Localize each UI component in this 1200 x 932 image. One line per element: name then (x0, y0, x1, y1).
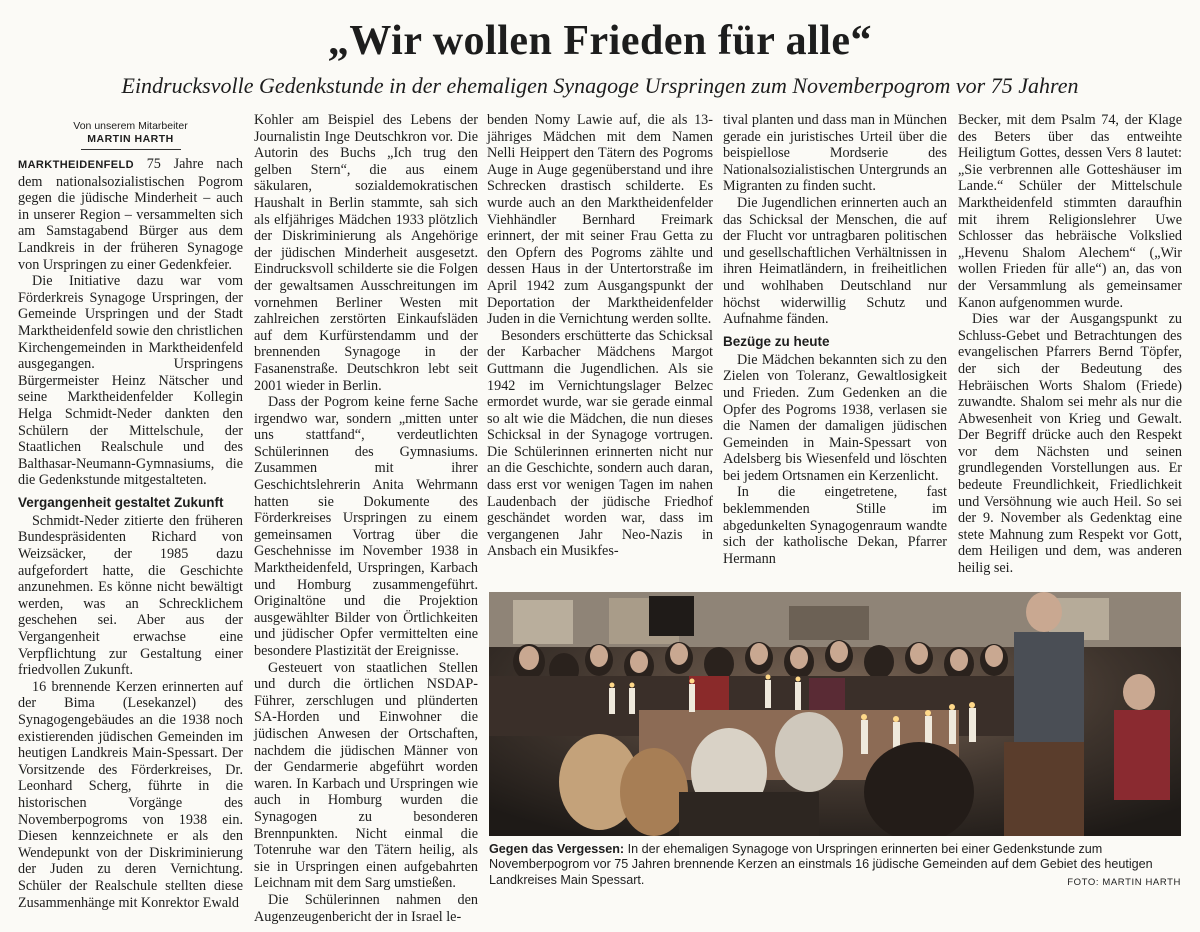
paragraph: Kohler am Beispiel des Lebens der Journalistin Inge Deutschkron vor. Die Autorin des Buchs „Ich trug den gelben Stern“, die aus einem säkularen, sozialdemokratischen Haushalt in Berlin stammte, sah sich als elfjähriges Mädchen 1933 plötzlich der Diskriminierung als Angehörige der jüdischen Minderheit ausgesetzt. Eindrucksvoll schilderte sie die Folgen der gewaltsamen Ausschreitungen im vornehmen Berliner Westen mit zahlreichen zerstörten Einkaufsläden auf dem Kurfürstendamm und der brennenden Synagoge in der Fasanenstraße. Deutschkron lebt seit 2001 wieder in Berlin. (254, 112, 478, 394)
article-column-5 (958, 112, 1182, 577)
paragraph: Die Jugendlichen erinnerten auch an das Schicksal der Menschen, die auf der Flucht vor untragbaren politischen und gesellschaftlichen Verhältnissen in ihren Heimatländern, in freiheitlichen und wohlhaben Deutschland nur höchst widerwillig Schutz und Aufnahme fänden. (723, 194, 947, 328)
article-column-1 (18, 112, 243, 911)
byline-rule (81, 149, 181, 150)
paragraph: Die Schülerinnen nahmen den Augenzeugenbericht der in Israel le- (254, 891, 478, 925)
photo-credit: FOTO: MARTIN HARTH (1067, 877, 1181, 888)
headline: „Wir wollen Frieden für alle“ (327, 18, 873, 64)
article-photo (489, 592, 1181, 836)
caption-lead: Gegen das Vergessen: (489, 842, 625, 856)
paragraph: Gesteuert von staatlichen Stellen und durch die örtlichen NSDAP-Führer, zerschlugen und plünderten SA-Horden und Einwohner die jüdischen Anwesen der Ortschaften, nachdem die jüdischen Männer von der Gendarmerie abgeführt worden waren. In Karbach und Urspringen wie auch in Homburg wurden die Synagogen zu besonderen Brennpunkten. Nicht einmal die Totenruhe war den Tätern heilig, als sie in Urspringen einen aufgebahrten Leichnam mit dem Sarg umstießen. (254, 659, 478, 892)
article-column-2 (254, 112, 478, 925)
dateline: MARKTHEIDENFELD (18, 159, 134, 171)
paragraph: Dass der Pogrom keine ferne Sache irgendwo war, sondern „mitten unter uns stattfand“, verdeutlichten Schülerinnen des Gymnasiums. Zusammen mit ihrer Geschichtslehrerin Anita Wehrmann hatten sie Dokumente des Förderkreises Urspringen zu einem gemeinsamen Vortrag über die Geschehnisse im November 1938 in Marktheidenfeld, Urspringen, Karbach und Homburg zusammengeführt. Originaltöne und die Projektion ausgewählter Bilder von Örtlichkeiten und jüdischer Opfer vermittelten eine besondere Plastizität der Ereignisse. (254, 394, 478, 659)
paragraph: Schmidt-Neder zitierte den früheren Bundespräsidenten Richard von Weizsäcker, der 1985 dazu aufgefordert hatte, die Geschichte anzunehmen. Es könne nicht bewältigt werden, was an Schrecklichem geschehen sei. Aber aus der Vergangenheit erwachse eine Verpflichtung zur Gestaltung einer friedvollen Zukunft. (18, 512, 243, 679)
byline (18, 120, 243, 150)
subheadline: Eindrucksvolle Gedenkstunde in der ehemaligen Synagoge Urspringen zum Novemberpogrom vor 75 Jahren (121, 73, 1079, 98)
paragraph: Dies war der Ausgangspunkt zu Schluss-Gebet und Betrachtungen des evangelischen Pfarrers Bernd Töpfer, der sich der Bedeutung des Hebräischen Worts Shalom (Friede) zuwandte. Shalom sei mehr als nur die Abwesenheit von Krieg und Gewalt. Der Begriff drücke auch den Respekt vor dem Nächsten und seinen grundlegenden Vorstellungen aus. Er bedeute Freundlichkeit, Friedlichkeit und Versöhnung wie auch Heil. So sei der 9. November als Gedenktag eine stete Mahnung zum Respekt vor Gott, dem Heiligen und dem, was anderen heilig sei. (958, 311, 1182, 577)
article-column-3 (487, 112, 713, 560)
byline-author: MARTIN HARTH (87, 133, 174, 145)
paragraph: Besonders erschütterte das Schicksal der Karbacher Mädchens Margot Guttmann die Jugendlichen. Als sie 1942 im Vernichtungslager Belzec ermordet wurde, war sie gerade einmal so alt wie die Mädchen, die nun dieses Schicksal in der Synagoge vortrugen. Die Schülerinnen erinnerten nicht nur an die Geschichte, sondern auch daran, dass erst vor wenigen Tagen im nahen Laudenbach der jüdische Friedhof geschändet worden war, dass im vergangenen Jahr Neo-Nazis in Ansbach ein Musikfes- (487, 327, 713, 560)
paragraph: benden Nomy Lawie auf, die als 13-jähriges Mädchen mit dem Namen Nelli Heippert den Tätern des Pogroms Auge in Auge gegenüberstand und ihre Schrecken drastisch schilderte. Es wurde auch an den Marktheidenfelder Viehhändler Bernhard Freimark erinnert, der mit seiner Frau Getta zu den Opfern des Pogroms zählte und dessen Haus in der Untertorstraße im April 1942 zum Ausgangspunkt der Deportation der Marktheidenfelder Juden in die Vernichtung werden sollte. (487, 112, 713, 328)
section-heading: Vergangenheit gestaltet Zukunft (18, 494, 224, 510)
photo-illustration (489, 592, 1181, 836)
paragraph: In die eingetretene, fast beklemmenden Stille im abgedunkelten Synagogenraum wandte sich der katholische Dekan, Pfarrer Hermann (723, 484, 947, 567)
paragraph: tival planten und dass man in München gerade ein juristisches Urteil über die beispiellose Mordserie des Nationalsozialistischen Untergrunds an Migranten zu finden sucht. (723, 112, 947, 195)
paragraph: Die Initiative dazu war vom Förderkreis Synagoge Urspringen, der Gemeinde Urspringen und der Stadt Marktheidenfeld sowie den christlichen Kirchengemeinden in Marktheidenfeld ausgegangen. Urspringens Bürgermeister Heinz Nätscher und seine Marktheidenfelder Kollegin Helga Schmidt-Neder dankten den Schülern der Mittelschule, der Staatlichen Realschule und des Balthasar-Neumann-Gymnasiums, die die Gedenkstunde mitgestalteten. (18, 273, 243, 489)
paragraph: Becker, mit dem Psalm 74, der Klage des Beters über das entweihte Heiligtum Gottes, dessen Vers 8 lautet: „Sie verbrennen alle Gotteshäuser im Lande.“ Schüler der Mittelschule Marktheidenfeld stimmten daraufhin mit ihrem Religionslehrer Uwe Schlosser das hebräische Volkslied „Hevenu Shalom Alechem“ („Wir wollen Frieden für alle“) an, das von der Versammlung als gemeinsamer Kanon aufgenommen wurde. (958, 112, 1182, 311)
section-heading: Bezüge zu heute (723, 333, 830, 349)
paragraph-text: 75 Jahre nach dem nationalsozialistischen Pogrom gegen die jüdische Minderheit – auch in unserer Region – versammelten sich am Samstagabend Bürger aus dem Landkreis in der früheren Synagoge von Urspringen zu einer Gedenkfeier. (18, 156, 244, 273)
paragraph (18, 156, 243, 273)
caption-text: In der ehemaligen Synagoge von Urspringen erinnerten bei einer Gedenkstunde zum Novemberpogrom vor 75 Jahren brennende Kerzen an einstmals 16 jüdische Gemeinden auf dem Gebiet des heutigen Landkreises Main Spessart. (489, 842, 1153, 887)
byline-prefix: Von unserem Mitarbeiter (73, 120, 188, 132)
paragraph: 16 brennende Kerzen erinnerten auf der Bima (Lesekanzel) des Synagogengebäudes an die 1938 noch existierenden jüdischen Gemeinden im heutigen Landkreis Main-Spessart. Der Vorsitzende des Förderkreises, Dr. Leonhard Scherg, führte in die historischen Vorgänge des Novemberpogroms von 1938 ein. Diesen kennzeichnete er als den Wendepunkt von der Diskriminierung der Juden zu deren Vernichtung. Schüler der Realschule stellten diese Zusammenhänge mit Konrektor Ewald (18, 678, 243, 911)
article-column-4 (723, 112, 947, 567)
paragraph: Die Mädchen bekannten sich zu den Zielen von Toleranz, Gewaltlosigkeit und Frieden. Zum Gedenken an die Opfer des Pogroms 1938, verlasen sie die Namen der damaligen jüdischen Gemeinden in Main-Spessart von Adelsberg bis Wiesenfeld und löschten bei jedem Ortsnamen ein Kerzenlicht. (723, 351, 947, 484)
